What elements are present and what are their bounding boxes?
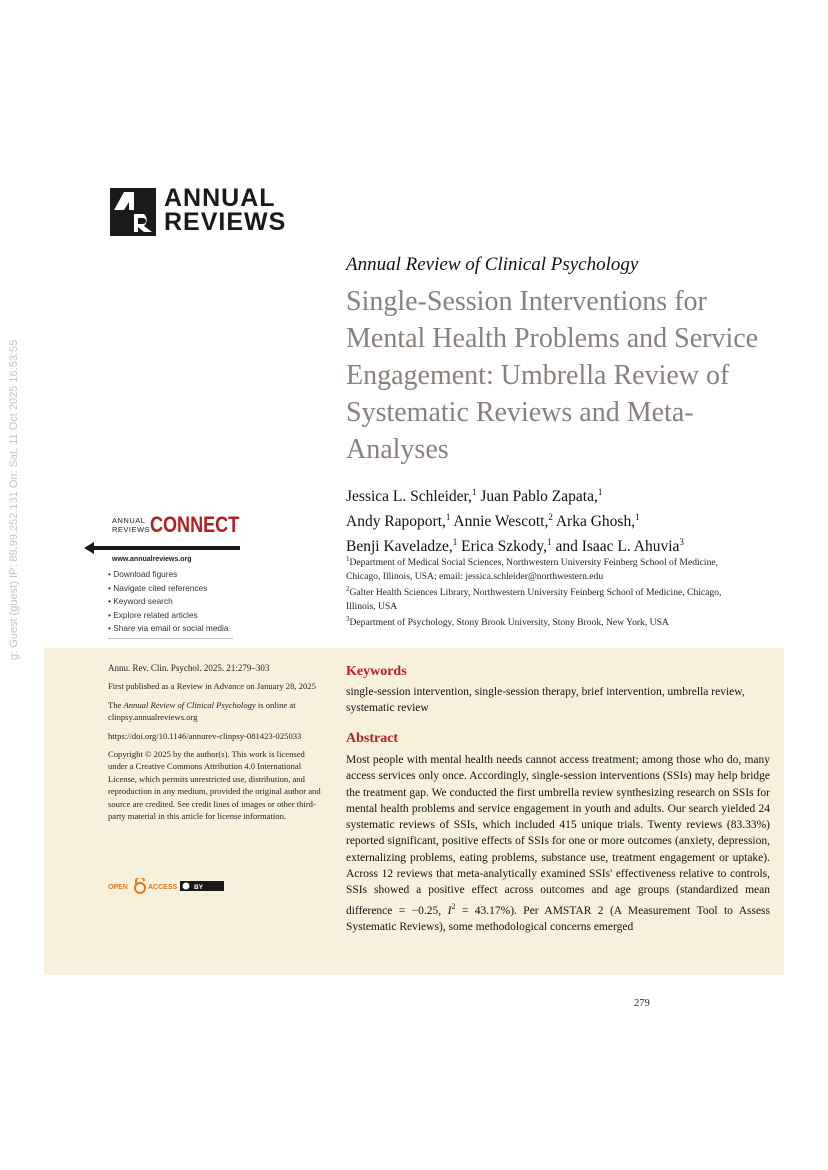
- author[interactable]: Juan Pablo Zapata,$^1$: [480, 487, 603, 506]
- arrow-left-icon: [84, 542, 240, 554]
- author[interactable]: Arka Ghosh,$^1$: [555, 512, 640, 531]
- doi-link[interactable]: https://doi.org/10.1146/annurev-clinpsy-081423-025033: [108, 730, 302, 741]
- keywords-heading: Keywords: [346, 664, 407, 679]
- author[interactable]: Annie Wescott,$^2$: [453, 512, 553, 531]
- connect-small-label: ANNUAL REVIEWS: [112, 516, 151, 534]
- download-watermark: g: Guest (guest) IP: 89.99.252.131 On: Sat, 11 Oct 2025 16:53:55: [8, 339, 20, 660]
- list-item: • Share via email or social media: [108, 622, 229, 636]
- author[interactable]: Erica Szkody,$^1$: [461, 537, 552, 556]
- divider: [108, 638, 233, 639]
- abstract-heading: Abstract: [346, 731, 399, 746]
- article-title: Single-Session Interventions for Mental Health Problems and Service Engagement: Umbrella Review of Systematic Reviews and Meta-Analyses: [346, 286, 759, 465]
- logo-line-annual: ANNUAL: [164, 184, 276, 212]
- cc-by-label: BY: [194, 884, 204, 891]
- list-item: • Keyword search: [108, 595, 229, 609]
- logo-line-reviews: REVIEWS: [164, 208, 287, 236]
- author-list: [346, 482, 766, 557]
- affiliation: $^3$Department of Psychology, Stony Brook University, Stony Brook, New York, USA: [346, 615, 669, 629]
- author[interactable]: and Isaac L. Ahuvia$^3$: [555, 537, 684, 556]
- list-item: • Download figures: [108, 568, 229, 582]
- keywords-text: single-session intervention, single-session therapy, brief intervention, umbrella review, systematic review: [346, 686, 745, 714]
- citation: Annu. Rev. Clin. Psychol. 2025. 21:279–303: [108, 663, 270, 673]
- author[interactable]: Benji Kaveladze,$^1$: [346, 537, 458, 556]
- first-published: First published as a Review in Advance on January 28, 2025: [108, 681, 316, 692]
- list-item: • Explore related articles: [108, 609, 229, 623]
- logo-wordmark: [164, 186, 286, 234]
- annual-reviews-logo: [110, 186, 300, 240]
- copyright-notice: Copyright © 2025 by the author(s). This work is licensed under a Creative Commons Attribution 4.0 International License, which permits unrestricted use, distribution, and reproduction in any medium, provided the original author and source are credited. See credit lines of images or other third-party material in this article for license information.: [108, 749, 321, 822]
- online-info: The Annual Review of Clinical Psychology is online at clinpsy.annualreviews.org: [108, 699, 296, 723]
- oa-access-label: ACCESS: [148, 884, 178, 891]
- connect-feature-list: [108, 568, 229, 636]
- connect-site-link[interactable]: www.annualreviews.org: [112, 556, 192, 563]
- author[interactable]: Andy Rapoport,$^1$: [346, 512, 451, 531]
- ar-logo-mark-icon: [110, 188, 156, 236]
- journal-name: Annual Review of Clinical Psychology: [346, 254, 639, 275]
- affiliation: $^2$Galter Health Sciences Library, Northwestern University Feinberg School of Medicine, Chicago, Illinois, USA: [346, 585, 722, 613]
- open-access-badge: [108, 878, 238, 894]
- page-number: 279: [634, 998, 650, 1009]
- author[interactable]: Jessica L. Schleider,$^1$: [346, 487, 477, 506]
- affiliation: $^1$Department of Medical Social Sciences, Northwestern University Feinberg School of Medicine, Chicago, Illinois, USA; email: jessica.schleider@northwestern.edu: [346, 555, 719, 583]
- oa-open-label: OPEN: [108, 884, 128, 891]
- connect-title: CONNECT: [150, 512, 240, 537]
- article-metadata: [108, 662, 326, 891]
- abstract-text: Most people with mental health needs cannot access treatment; among those who do, many access services only once. Accordingly, single-session interventions (SSIs) may help bridge the treatment gap. We conducted the first umbrella review synthesizing research on SSIs for mental health problems and service engagement in youth and adults. Our search yielded 24 systematic reviews of SSIs, which included 415 unique trials. Twenty reviews (83.33%) reported significant, positive effects of SSIs for one or more outcomes (anxiety, depression, externalizing problems, eating problems, substance use, treatment engagement or uptake). Across 12 reviews that meta-analytically examined SSIs' effectiveness relative to controls, SSIs showed a positive effect across outcomes and age groups (standardized mean difference = −0.25, $I^2 = 43.17\%$). Per AMSTAR 2 (A Measurement Tool to Assess Systematic Reviews), some methodological concerns emerged: [346, 754, 771, 933]
- connect-brand: [112, 514, 252, 540]
- open-access-lock-icon: [135, 878, 145, 893]
- list-item: • Navigate cited references: [108, 582, 229, 596]
